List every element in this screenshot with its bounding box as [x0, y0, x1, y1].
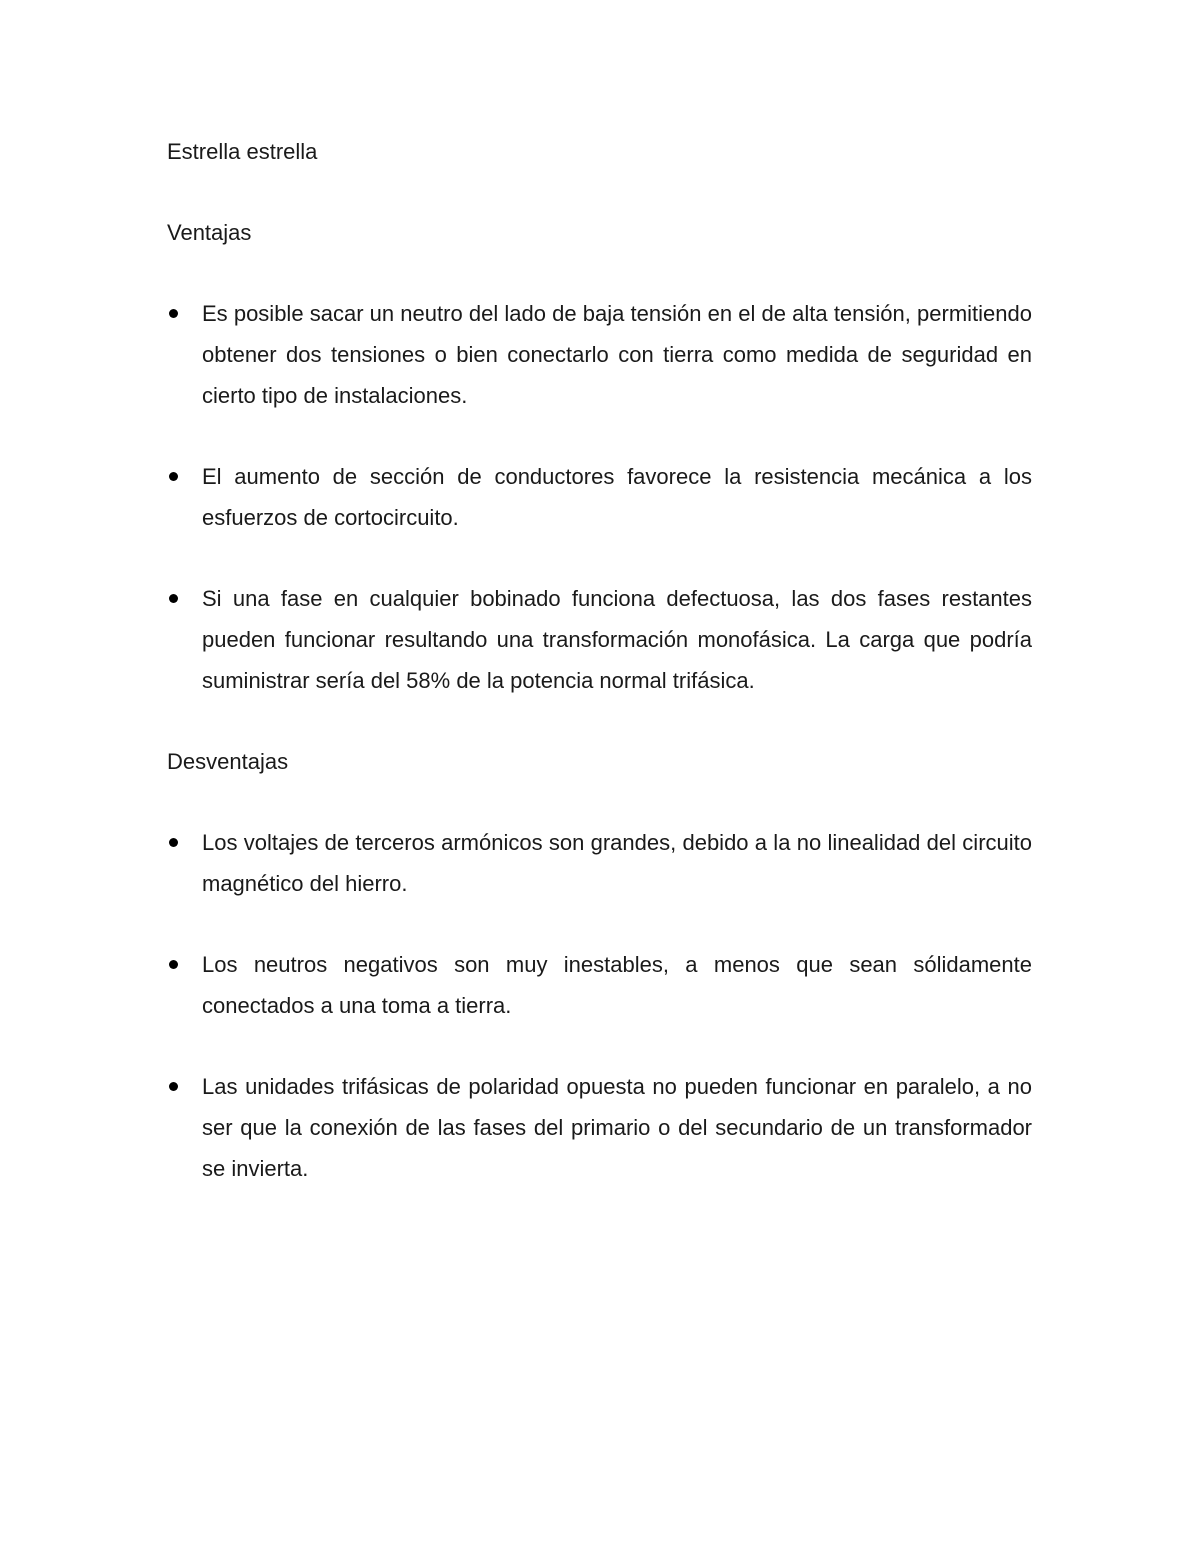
list-item [167, 293, 1032, 416]
bullet-icon [169, 960, 178, 969]
list-item-text: Si una fase en cualquier bobinado funciona defectuosa, las dos fases restantes pueden funcionar resultando una transformación monofásica. La carga que podría suministrar sería del 58% de la potencia normal trifásica. [202, 586, 1032, 693]
bullet-icon [169, 472, 178, 481]
section-heading-desventajas: Desventajas [167, 749, 289, 774]
list-item-text: El aumento de sección de conductores favorece la resistencia mecánica a los esfuerzos de cortocircuito. [202, 464, 1032, 530]
bullet-icon [169, 838, 178, 847]
document-title: Estrella estrella [167, 139, 318, 164]
document-body [167, 131, 1032, 1229]
list-item-text: Los voltajes de terceros armónicos son grandes, debido a la no linealidad del circuito magnético del hierro. [202, 830, 1032, 896]
ventajas-list [167, 293, 1032, 701]
list-item [167, 944, 1032, 1026]
bullet-icon [169, 1082, 178, 1091]
bullet-icon [169, 309, 178, 318]
list-item [167, 456, 1032, 538]
list-item [167, 1066, 1032, 1189]
section-heading-ventajas: Ventajas [167, 220, 252, 245]
list-item-text: Las unidades trifásicas de polaridad opuesta no pueden funcionar en paralelo, a no ser que la conexión de las fases del primario o del secundario de un transformador se invierta. [202, 1074, 1032, 1181]
list-item [167, 578, 1032, 701]
desventajas-list [167, 822, 1032, 1189]
bullet-icon [169, 594, 178, 603]
list-item-text: Los neutros negativos son muy inestables, a menos que sean sólidamente conectados a una toma a tierra. [202, 952, 1032, 1018]
list-item-text: Es posible sacar un neutro del lado de baja tensión en el de alta tensión, permitiendo obtener dos tensiones o bien conectarlo con tierra como medida de seguridad en cierto tipo de instalaciones. [202, 301, 1032, 408]
list-item [167, 822, 1032, 904]
